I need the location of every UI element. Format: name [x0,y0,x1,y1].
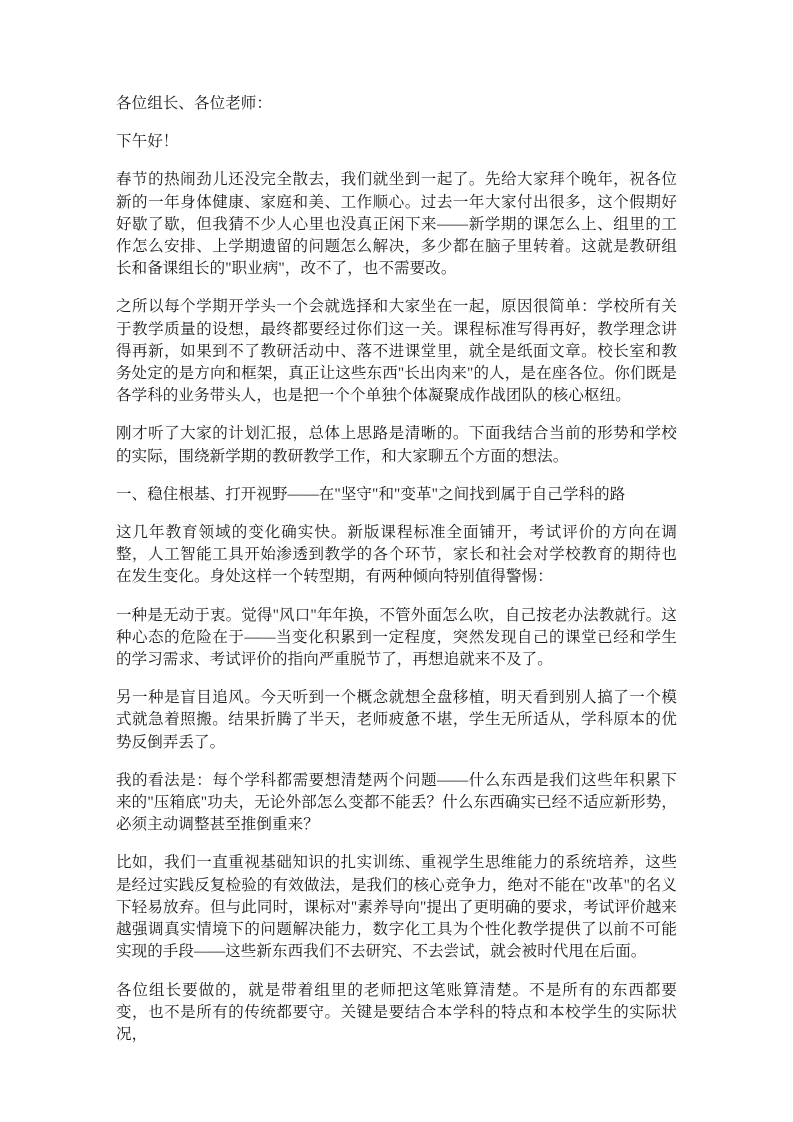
paragraph-why-this-meeting: 之所以每个学期开学头一个会就选择和大家坐在一起，原因很简单：学校所有关于教学质量的设想，最终都要经过你们这一关。课程标准写得再好，教学理念讲得再新，如果到不了教研活动中、落不进课堂里，就全是纸面文章。校长室和教务处定的是方向和框架，真正让这些东西"长出肉来"的人，是在座各位。你们既是各学科的业务带头人，也是把一个个单独个体凝聚成作战团队的核心枢纽。 [116,298,677,405]
paragraph-changes-in-education: 这几年教育领域的变化确实快。新版课程标准全面铺开，考试评价的方向在调整，人工智能工具开始渗透到教学的各个环节，家长和社会对学校教育的期待也在发生变化。身处这样一个转型期，有两种倾向特别值得警惕： [116,524,677,586]
paragraph-opening-remarks: 春节的热闹劲儿还没完全散去，我们就坐到一起了。先给大家拜个晚年，祝各位新的一年身体健康、家庭和美、工作顺心。过去一年大家付出很多，这个假期好好歇了歇，但我猜不少人心里也没真正闲下来——新学期的课怎么上、组里的工作怎么安排、上学期遗留的问题怎么解决，多少都在脑子里转着。这就是教研组长和备课组长的"职业病"，改不了，也不需要改。 [116,171,677,278]
paragraph-group-leader-task: 各位组长要做的，就是带着组里的老师把这笔账算清楚。不是所有的东西都要变，也不是所有的传统都要守。关键是要结合本学科的特点和本校学生的实际状况， [116,981,677,1043]
paragraph-agenda-intro: 刚才听了大家的计划汇报，总体上思路是清晰的。下面我结合当前的形势和学校的实际，围绕新学期的教研教学工作，和大家聊五个方面的想法。 [116,425,677,465]
paragraph-my-view: 我的看法是：每个学科都需要想清楚两个问题——什么东西是我们这些年积累下来的"压箱底"功夫，无论外部怎么变都不能丢？什么东西确实已经不适应新形势，必须主动调整甚至推倒重来？ [116,771,677,834]
paragraph-tendency-two: 另一种是盲目追风。今天听到一个概念就想全盘移植，明天看到别人搞了一个模式就急着照搬。结果折腾了半天，老师疲惫不堪，学生无所适从，学科原本的优势反倒弄丢了。 [116,689,677,751]
paragraph-greeting: 下午好！ [116,133,179,151]
section-one-heading: 一、稳住根基、打开视野——在"坚守"和"变革"之间找到属于自己学科的路 [116,485,626,503]
paragraph-salutation: 各位组长、各位老师： [116,95,273,112]
paragraph-example: 比如，我们一直重视基础知识的扎实训练、重视学生思维能力的系统培养，这些是经过实践反复检验的有效做法，是我们的核心竞争力，绝对不能在"改革"的名义下轻易放弃。但与此同时，课标对"素养导向"提出了更明确的要求，考试评价越来越强调真实情境下的问题解决能力，数字化工具为个性化教学提供了以前不可能实现的手段——这些新东西我们不去研究、不去尝试，就会被时代甩在后面。 [116,854,677,961]
paragraph-tendency-one: 一种是无动于衷。觉得"风口"年年换，不管外面怎么吹，自己按老办法教就行。这种心态的危险在于——当变化积累到一定程度，突然发现自己的课堂已经和学生的学习需求、考试评价的指向严重脱节了，再想追就来不及了。 [116,606,677,669]
document-body [116,93,677,1046]
